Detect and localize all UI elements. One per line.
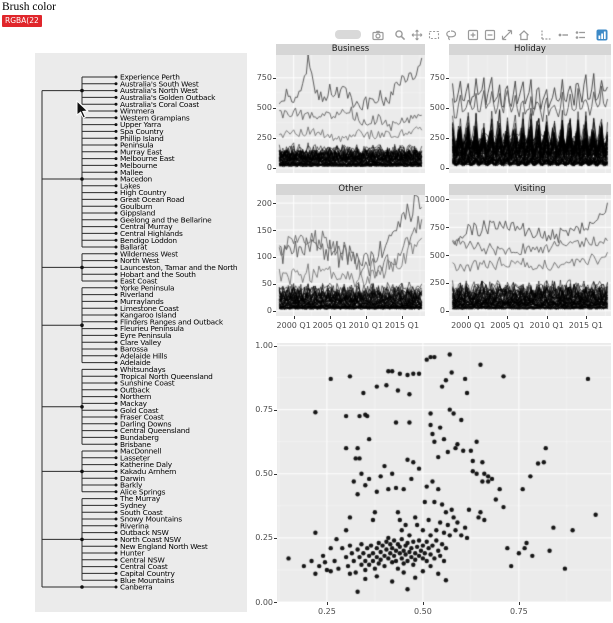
dendrogram-leaf-label: Geelong and the Bellarine <box>120 215 212 225</box>
dendrogram-leaf-label: Katherine Daly <box>120 460 172 470</box>
facet-panel-other[interactable] <box>276 195 425 316</box>
y-axis-tick <box>446 311 449 312</box>
y-axis-tick <box>446 255 449 256</box>
y-axis-tick <box>446 78 449 79</box>
y-axis-tick-label: 0 <box>266 163 272 173</box>
x-axis-tick-label: 2005 Q1 <box>312 321 347 330</box>
dendrogram-leaf-label: Brisbane <box>120 439 151 449</box>
facet-panel-holiday[interactable] <box>449 55 611 173</box>
dendrogram-leaf-label: Flinders Ranges and Outback <box>120 317 223 327</box>
dendrogram-leaf-label: Blue Mountains <box>120 575 175 585</box>
dendrogram-leaf-label: Mallee <box>120 167 143 177</box>
x-axis-tick <box>294 316 295 319</box>
y-axis-tick-label: 500 <box>256 103 272 113</box>
dendrogram-leaf-label: Experience Perth <box>120 72 180 82</box>
y-axis-tick-label: 250 <box>256 133 272 143</box>
facet-strip-holiday: Holiday <box>449 44 611 55</box>
x-axis-tick <box>402 316 403 319</box>
dendrogram-leaf-label: Central Coast <box>120 562 168 572</box>
y-axis-tick-label: 0 <box>439 306 445 316</box>
dendrogram-leaf-label: Gippsland <box>120 208 156 218</box>
dendrogram-leaf-label: Australia's South West <box>120 79 199 89</box>
y-axis-tick <box>446 283 449 284</box>
x-axis-tick <box>423 602 424 605</box>
dendrogram-leaf-label: Lasseter <box>120 453 150 463</box>
dendrogram-leaf-label: Launceston, Tamar and the North <box>120 263 238 272</box>
facet-panel-visiting[interactable] <box>449 195 611 316</box>
x-axis-tick-label: 2010 Q1 <box>348 321 383 330</box>
dendrogram-leaf-label: The Murray <box>120 494 161 504</box>
y-axis-tick <box>274 410 277 411</box>
y-axis-tick-label: 0.00 <box>255 597 273 607</box>
dendrogram-leaf-label: Goulburn <box>120 201 153 211</box>
y-axis-tick-label: 500 <box>429 250 445 260</box>
mouse-cursor <box>76 100 90 120</box>
brush-color-value-badge: RGBA(22 <box>2 15 42 27</box>
dendrogram-leaf-label: North West <box>120 256 160 266</box>
dendrogram-leaf-label: Riverina <box>120 521 149 531</box>
dendrogram-leaf-label: Ballarat <box>120 242 148 252</box>
x-axis-tick <box>330 316 331 319</box>
scatter-figure <box>0 335 613 623</box>
dendrogram-leaf-label: Kangaroo Island <box>120 310 177 320</box>
y-axis-tick <box>273 203 276 204</box>
y-axis-tick <box>273 257 276 258</box>
y-axis-tick <box>446 138 449 139</box>
y-axis-tick <box>273 230 276 231</box>
dendrogram-leaf-label: Limestone Coast <box>120 303 179 313</box>
dendrogram-leaf-label: Sunshine Coast <box>120 378 175 388</box>
dendrogram-leaf-label: Darling Downs <box>120 419 172 429</box>
x-axis-tick-label: 0.50 <box>413 607 432 616</box>
dendrogram-leaf-label: Darwin <box>120 473 145 483</box>
dendrogram-leaf-label: Eyre Peninsula <box>120 331 172 340</box>
dendrogram-leaf-label: Wilderness West <box>120 249 178 259</box>
dendrogram-leaf-label: Gold Coast <box>120 405 159 415</box>
dendrogram-leaf-label: Lakes <box>120 181 141 191</box>
dendrogram-leaf-label: Central Highlands <box>120 229 183 238</box>
dendrogram-leaf-label: Central Queensland <box>120 426 190 436</box>
dendrogram-leaf-label: Sydney <box>120 501 147 510</box>
dendrogram-leaf-label: Mackay <box>120 399 147 408</box>
y-axis-tick <box>274 538 277 539</box>
dendrogram-leaf-label: Hobart and the South <box>120 269 196 279</box>
y-axis-tick-label: 200 <box>256 198 272 208</box>
dendrogram-leaf-label: East Coast <box>120 276 158 286</box>
dendrogram-leaf-label: Phillip Island <box>120 133 164 143</box>
y-axis-tick-label: 1000 <box>424 194 445 204</box>
dendrogram-leaf-label: Barossa <box>120 344 148 354</box>
dendrogram-leaf-label: Wimmera <box>120 106 155 116</box>
dendrogram-leaf-label: Australia's North West <box>120 86 198 96</box>
facet-strip-visiting: Visiting <box>449 184 611 195</box>
dendrogram-leaf-label: Central NSW <box>120 555 165 565</box>
x-axis-tick <box>547 316 548 319</box>
x-axis-tick <box>327 602 328 605</box>
dendrogram-leaf-label: Macedon <box>120 174 153 184</box>
facet-strip-other: Other <box>276 184 425 195</box>
dendrogram-leaf-label: Australia's Coral Coast <box>120 99 199 109</box>
y-axis-tick <box>274 474 277 475</box>
y-axis-tick <box>273 108 276 109</box>
x-axis-tick-label: 2000 Q1 <box>451 321 486 330</box>
x-axis-tick <box>366 316 367 319</box>
dendrogram-leaf-label: Capital Country <box>120 569 175 578</box>
y-axis-tick-label: 0.50 <box>255 469 273 479</box>
x-axis-tick-label: 2005 Q1 <box>490 321 525 330</box>
dendrogram-leaf-label: Barkly <box>120 480 143 490</box>
dendrogram-leaf-label: High Country <box>120 188 167 198</box>
y-axis-tick-label: 750 <box>429 73 445 83</box>
y-axis-tick <box>446 199 449 200</box>
x-axis-tick-label: 2000 Q1 <box>276 321 311 330</box>
dendrogram-leaf-label: Great Ocean Road <box>120 195 185 204</box>
y-axis-tick-label: 0.25 <box>255 533 273 543</box>
dendrogram-leaf-label: Bundaberg <box>120 433 159 442</box>
y-axis-tick <box>273 311 276 312</box>
dendrogram-leaf-label: Western Grampians <box>120 113 190 123</box>
dendrogram-leaf-label: Upper Yarra <box>120 120 162 130</box>
dendrogram-leaf-label: Murraylands <box>120 297 164 306</box>
dendrogram-leaf-label: Melbourne <box>120 161 158 170</box>
x-axis-tick-label: 0.75 <box>509 607 528 616</box>
x-axis-tick <box>468 316 469 319</box>
dendrogram-leaf-label: Adelaide <box>120 358 151 368</box>
dendrogram-leaf-label: New England North West <box>120 541 208 551</box>
y-axis-tick-label: 50 <box>261 279 272 289</box>
x-axis-tick <box>586 316 587 319</box>
y-axis-tick <box>273 168 276 169</box>
y-axis-tick-label: 750 <box>429 222 445 232</box>
dendrogram-leaf-label: Hunter <box>120 548 145 558</box>
y-axis-tick-label: 250 <box>429 133 445 143</box>
dendrogram-leaf-label: Northern <box>120 392 152 402</box>
y-axis-tick <box>274 346 277 347</box>
dendrogram-leaf-label: Yorke Peninsula <box>120 283 175 293</box>
dendrogram-leaf-label: Alice Springs <box>120 487 166 497</box>
dendrogram-leaf-label: Fleurieu Peninsula <box>120 324 184 334</box>
y-axis-tick <box>446 227 449 228</box>
y-axis-tick-label: 500 <box>429 103 445 113</box>
x-axis-tick-label: 2015 Q1 <box>384 321 420 330</box>
dendrogram-leaf-label: Spa Country <box>120 127 164 136</box>
dendrogram-leaf-label: Adelaide Hills <box>120 351 168 361</box>
x-axis-tick-label: 0.25 <box>318 607 336 616</box>
y-axis-tick-label: 750 <box>256 73 272 83</box>
dendrogram-leaf-label: Murray East <box>120 147 163 157</box>
dendrogram-leaf-label: Outback NSW <box>120 528 169 538</box>
y-axis-tick <box>446 168 449 169</box>
dendrogram-leaf-label: Outback <box>120 385 150 395</box>
y-axis-tick-label: 100 <box>256 252 272 262</box>
dendrogram-leaf-label: Snowy Mountains <box>120 514 182 524</box>
dendrogram-leaf-label: Kakadu Arnhem <box>120 467 177 476</box>
dendrogram-leaf-label: Riverland <box>120 290 154 300</box>
brush-color-label: Brush color <box>2 1 56 13</box>
y-axis-tick <box>274 602 277 603</box>
x-axis-tick <box>507 316 508 319</box>
dendrogram-leaf-label: Melbourne East <box>120 154 175 164</box>
y-axis-tick <box>273 78 276 79</box>
y-axis-tick <box>273 138 276 139</box>
y-axis-tick <box>273 284 276 285</box>
scatter-panel[interactable] <box>277 343 611 602</box>
dendrogram-leaf-label: Canberra <box>120 582 153 592</box>
dendrogram-leaf-label: Australia's Golden Outback <box>120 93 216 102</box>
y-axis-tick-label: 250 <box>429 278 445 288</box>
dendrogram-leaf-label: Fraser Coast <box>120 412 164 422</box>
x-axis-tick-label: 2015 Q1 <box>568 321 604 330</box>
x-axis-tick-label: 2010 Q1 <box>529 321 564 330</box>
y-axis-tick-label: 150 <box>256 225 272 235</box>
dendrogram-leaf-label: Clare Valley <box>120 337 162 347</box>
y-axis-tick-label: 0 <box>439 163 445 173</box>
dendrogram-leaf-label: Peninsula <box>120 140 154 150</box>
dendrogram-leaf-label: South Coast <box>120 507 163 517</box>
y-axis-tick-label: 1.00 <box>255 341 273 351</box>
facet-panel-business[interactable] <box>276 55 425 173</box>
x-axis-tick <box>519 602 520 605</box>
dendrogram-leaf-label: North Coast NSW <box>120 535 181 544</box>
dendrogram-leaf-label: Whitsundays <box>120 365 166 374</box>
dendrogram-leaf-label: Central Murray <box>120 222 173 232</box>
dendrogram-leaf-label: Bendigo Loddon <box>120 235 177 245</box>
y-axis-tick-label: 0.75 <box>255 405 273 415</box>
dendrogram-leaf-label: Tropical North Queensland <box>120 371 213 381</box>
y-axis-tick-label: 0 <box>266 306 272 316</box>
facet-strip-business: Business <box>276 44 425 55</box>
y-axis-tick <box>446 108 449 109</box>
dendrogram-leaf-label: MacDonnell <box>120 446 162 456</box>
